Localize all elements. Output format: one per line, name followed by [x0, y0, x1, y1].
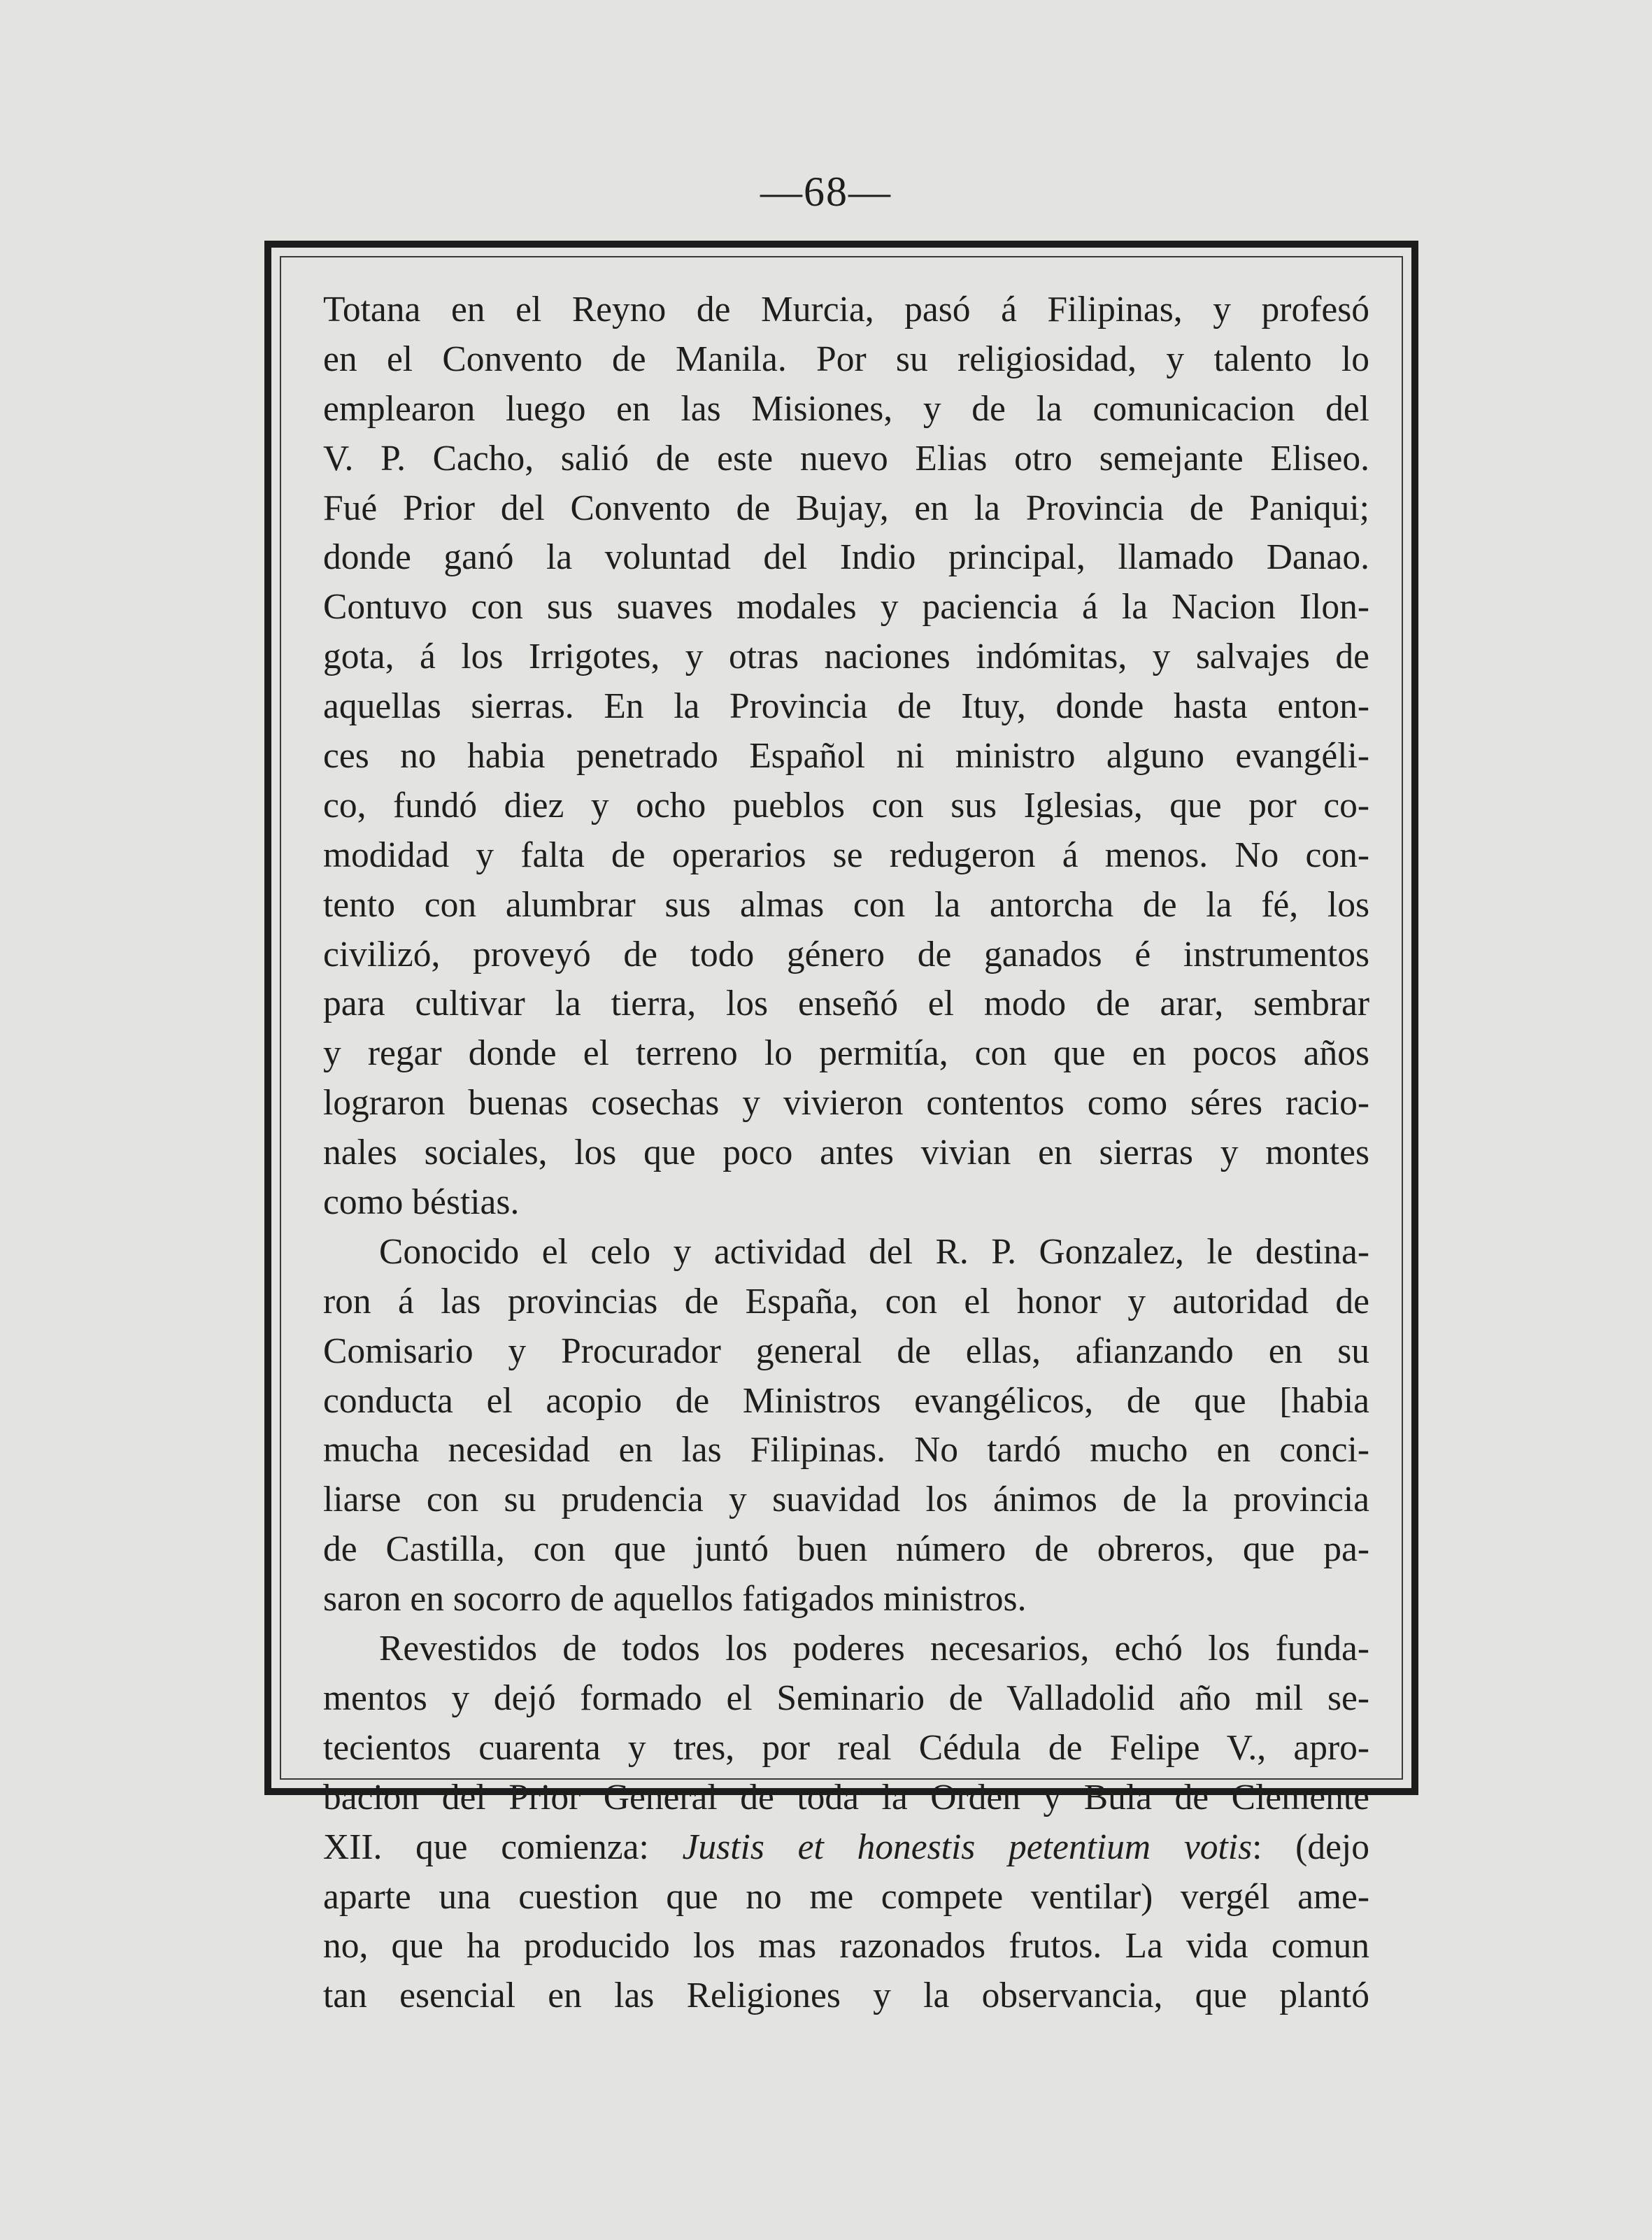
text-line-with-latin-quote — [323, 1823, 1369, 1873]
text-line: Comisario y Procurador general de ellas, afianzando en su — [323, 1331, 1369, 1371]
text-line: aquellas sierras. En la Provincia de Ituy, donde hasta enton- — [323, 686, 1369, 727]
page-number: —68— — [760, 169, 892, 215]
text-line: Conocido el celo y actividad del R. P. Gonzalez, le destina- — [379, 1231, 1369, 1272]
text-line: modidad y falta de operarios se redugeron á menos. No con- — [323, 835, 1369, 875]
text-line: bacion del Prior General de toda la Orden y Bula de Clemente — [323, 1777, 1369, 1817]
text-line: donde ganó la voluntad del Indio principal, llamado Danao. — [323, 537, 1369, 578]
text-line: tan esencial en las Religiones y la observancia, que plantó — [323, 1976, 1369, 2016]
text-line: civilizó, proveyó de todo género de ganados é instrumentos — [323, 934, 1369, 974]
text-line: tecientos cuarenta y tres, por real Cédula de Felipe V., apro- — [323, 1727, 1369, 1768]
text-line: emplearon luego en las Misiones, y de la comunicacion del — [323, 388, 1369, 429]
text-line: de Castilla, con que juntó buen número de obreros, que pa- — [323, 1529, 1369, 1570]
text-line: Revestidos de todos los poderes necesarios, echó los funda- — [379, 1629, 1369, 1669]
text-line: liarse con su prudencia y suavidad los ánimos de la provincia — [323, 1480, 1369, 1520]
text-line: no, que ha producido los mas razonados frutos. La vida comun — [323, 1926, 1369, 1966]
text-segment: XII. que comienza: — [323, 1827, 683, 1867]
text-line: aparte una cuestion que no me compete ventilar) vergél ame- — [323, 1876, 1369, 1917]
text-line: Fué Prior del Convento de Bujay, en la Provincia de Paniqui; — [323, 488, 1369, 528]
text-line: conducta el acopio de Ministros evangélicos, de que [habia — [323, 1380, 1369, 1421]
text-line: para cultivar la tierra, los enseñó el modo de arar, sembrar — [323, 984, 1369, 1024]
body-text — [323, 285, 1369, 2016]
text-line: en el Convento de Manila. Por su religiosidad, y talento lo — [323, 339, 1369, 379]
text-line: tento con alumbrar sus almas con la antorcha de la fé, los — [323, 884, 1369, 925]
text-line: nales sociales, los que poco antes vivian en sierras y montes — [323, 1133, 1369, 1173]
text-line: V. P. Cacho, salió de este nuevo Elias otro semejante Eliseo. — [323, 438, 1369, 479]
text-line: como béstias. — [323, 1182, 520, 1223]
text-line: gota, á los Irrigotes, y otras naciones indómitas, y salvajes de — [323, 637, 1369, 677]
latin-quote: Justis et honestis petentium votis — [682, 1827, 1253, 1867]
text-line: mucha necesidad en las Filipinas. No tardó mucho en conci- — [323, 1430, 1369, 1470]
text-line: saron en socorro de aquellos fatigados ministros. — [323, 1579, 1027, 1619]
text-segment: : (dejo — [1252, 1827, 1369, 1867]
text-line: y regar donde el terreno lo permitía, con que en pocos años — [323, 1033, 1369, 1074]
text-line: ces no habia penetrado Español ni ministro alguno evangéli- — [323, 736, 1369, 777]
text-line: co, fundó diez y ocho pueblos con sus Iglesias, que por co- — [323, 785, 1369, 825]
text-line: Totana en el Reyno de Murcia, pasó á Filipinas, y profesó — [323, 290, 1369, 329]
text-line: Contuvo con sus suaves modales y paciencia á la Nacion Ilon- — [323, 587, 1369, 628]
text-line: mentos y dejó formado el Seminario de Valladolid año mil se- — [323, 1678, 1369, 1718]
text-line: ron á las provincias de España, con el honor y autoridad de — [323, 1281, 1369, 1321]
text-line: lograron buenas cosechas y vivieron contentos como séres racio- — [323, 1083, 1369, 1123]
